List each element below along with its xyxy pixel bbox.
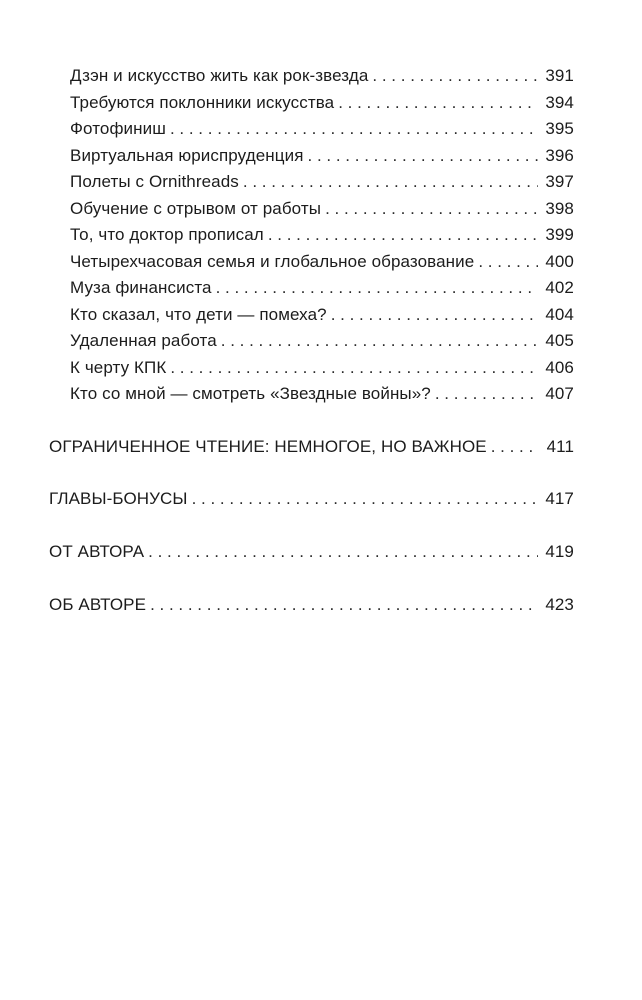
toc-entry — [70, 277, 574, 299]
toc-entry-page: 395 — [545, 119, 574, 138]
toc-section-title: ОГРАНИЧЕННОЕ ЧТЕНИЕ: НЕМНОГОЕ, НО ВАЖНОЕ — [49, 437, 487, 456]
toc-entry-title: Дзэн и искусство жить как рок-звезда — [70, 66, 369, 85]
toc-entry — [70, 92, 574, 114]
toc-section-page: 423 — [545, 595, 574, 614]
dot-leader — [308, 145, 538, 167]
toc-entry — [70, 224, 574, 246]
toc-entry — [70, 171, 574, 193]
toc-entry — [70, 304, 574, 326]
dot-leader — [435, 383, 538, 405]
dot-leader — [192, 488, 538, 510]
toc-section-page: 411 — [546, 437, 574, 456]
toc-section — [49, 541, 574, 563]
toc-entry-title: Фотофиниш — [70, 119, 166, 138]
toc-entry-title: Требуются поклонники искусства — [70, 92, 335, 112]
toc-entry-title: Виртуальная юриспруденция — [70, 145, 304, 165]
toc-entry-page: 398 — [545, 198, 574, 218]
toc-section — [49, 594, 574, 616]
dot-leader — [478, 251, 538, 273]
toc-entry-page: 406 — [545, 357, 574, 377]
toc-section-page: 417 — [545, 489, 574, 508]
toc-section-title: ОБ АВТОРЕ — [49, 595, 147, 614]
dot-leader — [325, 198, 538, 220]
toc-entry-title: К черту КПК — [70, 357, 167, 377]
dot-leader — [491, 436, 538, 458]
toc-entry-title: Кто со мной — смотреть «Звездные войны»? — [70, 384, 431, 403]
toc-section-page: 419 — [545, 542, 574, 561]
toc-entry — [70, 330, 574, 352]
toc-entry-page: 400 — [545, 251, 574, 271]
dot-leader — [221, 330, 538, 352]
toc-entry-title: То, что доктор прописал — [70, 225, 264, 244]
toc-entry-title: Кто сказал, что дети — помеха? — [70, 304, 327, 324]
toc-entry-page: 407 — [545, 384, 574, 403]
toc-entry-page: 402 — [545, 278, 574, 297]
toc-entry-title: Четырехчасовая семья и глобальное образование — [70, 251, 475, 271]
toc-entry — [70, 383, 574, 405]
toc-entry — [70, 65, 574, 87]
toc-entry — [70, 145, 574, 167]
toc-section — [49, 488, 574, 510]
toc-entry-title: Муза финансиста — [70, 278, 212, 297]
dot-leader — [216, 277, 538, 299]
dot-leader — [372, 65, 538, 87]
toc-entry-page: 399 — [545, 225, 574, 244]
toc-entry — [70, 198, 574, 220]
dot-leader — [338, 92, 538, 114]
dot-leader — [150, 594, 538, 616]
toc-entry — [70, 357, 574, 379]
toc-entry-title: Удаленная работа — [70, 331, 217, 350]
dot-leader — [170, 118, 538, 140]
dot-leader — [170, 357, 538, 379]
toc-section — [49, 436, 574, 458]
toc-entry-page: 391 — [545, 66, 574, 85]
dot-leader — [331, 304, 538, 326]
toc-entry — [70, 118, 574, 140]
toc-entry-page: 405 — [545, 331, 574, 350]
toc-entry — [70, 251, 574, 273]
dot-leader — [148, 541, 538, 563]
toc-entry-page: 397 — [545, 172, 574, 191]
toc-entry-page: 396 — [545, 145, 574, 165]
toc-section-title: ГЛАВЫ-БОНУСЫ — [49, 489, 188, 508]
toc-entry-title: Полеты с Ornithreads — [70, 172, 239, 191]
dot-leader — [243, 171, 538, 193]
toc-section-title: ОТ АВТОРА — [49, 542, 145, 561]
toc-entry-title: Обучение с отрывом от работы — [70, 198, 322, 218]
toc-entry-page: 404 — [545, 304, 574, 324]
dot-leader — [268, 224, 538, 246]
toc-entry-page: 394 — [545, 92, 574, 112]
